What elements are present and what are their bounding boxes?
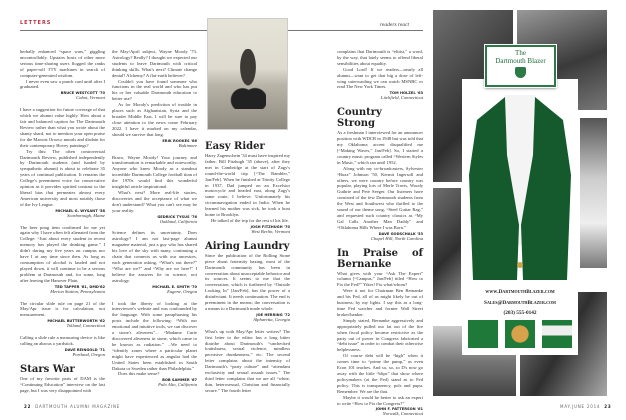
letter-paragraph: Maybe it would be better to ask an expert to write “How to Fix the Congress?”: [337, 394, 423, 406]
letter-location: Cabot, Vermont: [76, 95, 105, 101]
letter-headline: Easy Rider: [205, 141, 265, 152]
letter-paragraph: What gives with your “Ask The Expert” column [“Campus,” Jan/Feb] titled “How to Fix the Fed?” Yikes! Fix what/whom?: [337, 270, 423, 288]
green-blazer-image: [467, 95, 573, 285]
letter-paragraph: I have a suggestion for future coverage of that which we alumni value highly. How about a fair and balanced caption for The Dartmouth Review rather than what you wrote about the shanty shard, not to mention your open praise for the Marxist Orozco murals and disdain for their contemporary Hovey paintings?: [20, 107, 105, 148]
letter-author: JOSH FITZHUGH '70: [250, 224, 290, 229]
letter-paragraph: Along with my co-broadcasters, Sylvester “Buzz” Johnson '50, Kermit Ingersoll and others, we were country before country was popular, playing lots of Merle Travis, Woody Guthrie and Pete Seeger. Our listeners have consisted of the few Dartmouth students from the West and Southwest who thrilled to the sound of our theme song, “Steel Guitar Rag,” and requested such country classics as “My Gal Calls Another Man Daddy” and “Oklahoma Hills Where I was Born.”: [337, 165, 423, 230]
ad-website-link[interactable]: www.DartmouthBlazer.com: [485, 289, 555, 295]
letter-author: JOHN F. PATTERSON '61: [375, 407, 423, 412]
letter-location: Norwalk, Connecticut: [382, 411, 423, 417]
crest-icon: [515, 67, 526, 78]
letter-paragraph: Science defines its uncertainty. Does astrology? I am not last-page alumni magazine material, just a guy who has shared his love of the sky with many, continuing a chain that connects us with our ancestors, each generation asking, “What's out there?” “Who are we?” and “Why are we here?” I believe the answers lie in science, not astrology.: [112, 230, 197, 283]
letter-paragraph: complains that Dartmouth is “elitist,” a word, by the way, that lately seems to offend liberal sensibilities about equality.: [337, 49, 423, 66]
section-tag: readers react: [380, 22, 410, 28]
letter-author: BRUCE WESTCOTT '70: [60, 91, 105, 96]
letter-paragraph: Does this make sense?: [118, 371, 160, 377]
letter-author: TOM HOLZEL '63: [389, 91, 423, 96]
letter-paragraph: Of course debt will be “high” when it comes time to “prime the pump,” as even Econ 101 teaches. And so, so, so D's now go away with the little “blips” that show where policymakers (at the Fed) stand as to Fed policy. This is transparency, pols and pupu. Remember: We are the that.: [337, 353, 423, 394]
letter-headline: Stars War: [20, 363, 75, 375]
letter-paragraph: herbally enhanced “space wars,” giggling uncontrollably. Upstairs hosts of other more serious time-sharing users flogged the ranks of paper-roll TTY machines in search of computer-generated wisdom.: [20, 49, 105, 78]
letter-location: Litchfield, Connecticut: [380, 95, 423, 101]
letter-paragraph: Bravo, Wayne Moody! Your journey and transformation is remarkable and noteworthy. Anyone who knew Moody as a standout incredible Dartmouth College football titan of the 1970s would find this wonderful insightful article inspirational.: [112, 154, 197, 190]
rider-figure: [230, 49, 266, 109]
letter-paragraph: What's next? More real-life stories, discoveries and the acceptance of what we don't understand? What you can't see may be your reality.: [112, 189, 197, 213]
letter-location: Tolland, Connecticut: [66, 323, 105, 329]
letter-paragraph: As for Moody's prediction of trouble in places such as Afghanistan, Syria and the broader Middle East, I will be sure to pay close attention to the news come February 2022. I have it marked on my calendar, should we survive that long.: [112, 102, 197, 137]
letter-paragraph: The circular slide rule on page 21 of the May/Apr issue is for calculation, not measurement.: [20, 300, 105, 318]
letter-location: Chapel Hill, North Carolina: [370, 235, 423, 241]
ad-photo-lamp: [433, 188, 461, 300]
letter-paragraph: As a freshman I interviewed for an announcer position with WDCR in 1948 but was told that my Oklahoma accent disqualified me [“Making Waves,” Jan/Feb]. So, I started a country music program called “Western Styles in Music,” which ran until 1952.: [337, 130, 423, 165]
letter-location: Portland, Oregon: [72, 351, 105, 357]
letters-column-1: [20, 49, 105, 397]
letter-location: Eugene, Oregon: [167, 288, 197, 294]
ad-email-link[interactable]: Sales@DarmouthBlazer.com: [484, 299, 556, 306]
letter-location: Baltimore: [178, 142, 197, 148]
dartmouth-blazer-logo: [485, 45, 556, 87]
letter-author: MICHAEL E. SMITH '70: [152, 284, 197, 289]
letter-paragraph: Harry Zagenschein '34 must have inspired my father, Bill Fitzhugh '35 (above), after they met in Cambridge at the start of Zagy's round-the-world trip [“The Rambler,” Jan/Feb]. When he finished at Trinity College in 1937, Dad jumped on an Excelsior motorcycle and headed east, along Zagy's same route, I believe. Unfortunately his circumnavigation ended in India. When he learned his mother was sick, he took a boat home to Brooklyn.: [205, 153, 290, 218]
page-number-left: 22: [24, 404, 32, 409]
letter-paragraph: Simply stated, Bernanke aggressively and appropriately pulled our fat out of the fire when fiscal policy became restrictive as the party out of power in Congress fabricated a “debt issue” in order to combat their otherwise helplessness.: [337, 317, 423, 353]
motorcycle-photo: [207, 18, 288, 130]
ad-phone: (203) 555-0142: [503, 310, 537, 316]
letter-location: Oakland, California: [159, 218, 197, 224]
letter-paragraph: Were it not for Chairman Ben Bernanke and his Fed, all of us might likely be out of business, by my lights. I say this as a long-time Fed watcher and former Wall Street broker/banker.: [337, 288, 423, 317]
letter-author: JOE HERRING '72: [256, 312, 290, 317]
logo-line-1: The: [515, 49, 526, 57]
ad-contact: [462, 287, 578, 319]
letter-location: Scarborough, Maine: [67, 212, 105, 218]
letter-paragraph: the May/April subject, Wayne Moody '73. Astrology? Really? I thought we expected our students to leave Dartmouth with critical thinking skills. What's next? Climate change denial? Alchemy? A flat-earth believer?: [112, 49, 197, 78]
letter-paragraph: He talked of the trip for the rest of his life.: [211, 217, 289, 223]
ad-thumb-button: [505, 320, 535, 348]
letter-paragraph: What's up with May/Apr letter writers? The first letter to the editor has a long bitter diatribe about Dartmouth's “unchecked loutishness, sexual violence, mindless pervasive drunkenness,” etc. The second letter complains about the intensity of Dartmouth's “party culture” and “attendant exclusivity and sexual assault issues.” The third letter complains that we are all “white, thin, heterosexual, Christian and financially secure.” The fourth letter: [205, 328, 290, 393]
footer-right: [560, 404, 615, 409]
letter-paragraph: One of my favorite parts of DAM is the “Continuing Education” interview on the last page, but I was very disappointed with: [20, 375, 105, 393]
letter-paragraph: Since the publication of the Rolling Stone piece about fraternity hazing, most of the Dartmouth community has been in conversation about unacceptable behavior and its sources. It seems to me that the conversation, which is furthered by “Outside Looking In” [Jan/Feb], has the power of a disinfectant. It needs continuation. The end is preeminent in the means; the conversation is a means to a Dartmouth made whole.: [205, 252, 290, 311]
ad-photo-cupola: [580, 118, 607, 268]
letter-location: Palo Alto, California: [158, 382, 197, 388]
letter-author: TED TAPPER '61, DMD'62: [54, 284, 105, 289]
letter-author: ERIK ROOKES '86: [162, 138, 197, 143]
letter-author: DAVE REINGOLD '71: [64, 347, 105, 352]
letter-author: MICHAEL BUTTERWORTH '62: [47, 319, 105, 324]
letter-headline: Airing Laundry: [205, 240, 290, 252]
letter-author: GEDRICK TYSUS '76: [157, 214, 197, 219]
letter-location: West Berlin, Vermont: [251, 228, 290, 234]
letter-headline: Country Strong: [337, 107, 382, 130]
header-rule-left: [20, 30, 210, 31]
letter-paragraph: I never even saw a punch card until after I graduated.: [20, 78, 105, 90]
issue-date: MAY.JUNE 2014: [560, 404, 601, 409]
letters-column-4: [337, 49, 423, 417]
page-number-right: 23: [604, 404, 612, 409]
ad-thumb-label: [542, 320, 572, 348]
letter-paragraph: The beer pong item confirmed for me yet again why I have often felt alienated from the College: “Just about every student in recent memory has played the drinking game.” I didn't during my five years on campus nor have I at any time since then. As long as consumption of alcohol is lauded and not played down, it will continue to be a serious problem at Dartmouth and, for some, long after leaving the Hanover Plain.: [20, 224, 105, 283]
letter-location: Merion Station, Pennsylvania: [50, 288, 105, 294]
magazine-name: DARTMOUTH ALUMNI MAGAZINE: [35, 404, 121, 409]
section-title: LETTERS: [20, 20, 52, 26]
letter-author: DAVE GODSCHALK '53: [378, 231, 423, 236]
header-rule-right: [288, 30, 423, 31]
letter-paragraph: Good Lord! If we readers—nearly all alumni—want to get that big a dose of left-wing caterwauling we can watch MSNBC or read The New York Times.: [337, 66, 423, 90]
letters-column-2: [112, 49, 197, 397]
letter-headline: In Praise of Bernanke: [337, 247, 423, 270]
letter-paragraph: Try this: The often controversial Dartmouth Review, published independently by Dartmouth students (and funded by sympathetic alumni) is about to celebrate 35 years of continual publication. It remains the College's preeminent voice for conservative opinion as it provides spirited contrast to the liberal bias that permeates almost every American university and most notably those of the Ivy League.: [20, 148, 105, 207]
letter-author: MICHAEL G. WYSANT '58: [55, 208, 105, 213]
footer-left: [20, 404, 120, 409]
letter-author: BOB SAMMER '67: [162, 378, 197, 383]
ad-thumb-pin: [468, 320, 498, 348]
letter-paragraph: I took the liberty of looking at the interviewee's website and was confounded by the language. With some paraphrasing his posts include the following: “With our emotional and intuitive tools, we can discover a stone's aliveness”... “Madame Curie discovered aliveness in stone, which came to be known as radiation.” ...We need to “identify zones where a particular planet might have experienced as angular had the United States been established in South Dakota or Sweden rather than Philadelphia.”: [112, 300, 197, 371]
letter-paragraph: Calling a slide rule a measuring device is like calling an abacus a yardstick.: [20, 335, 105, 347]
logo-line-2: Dartmouth Blazer: [495, 56, 546, 65]
letter-paragraph: Couldn't you have found someone who functions in the real world and who has put his or her valuable Dartmouth education to better use?: [112, 78, 197, 102]
letter-location: Alpharetta, Georgia: [253, 316, 290, 322]
letters-column-3: [205, 139, 290, 397]
